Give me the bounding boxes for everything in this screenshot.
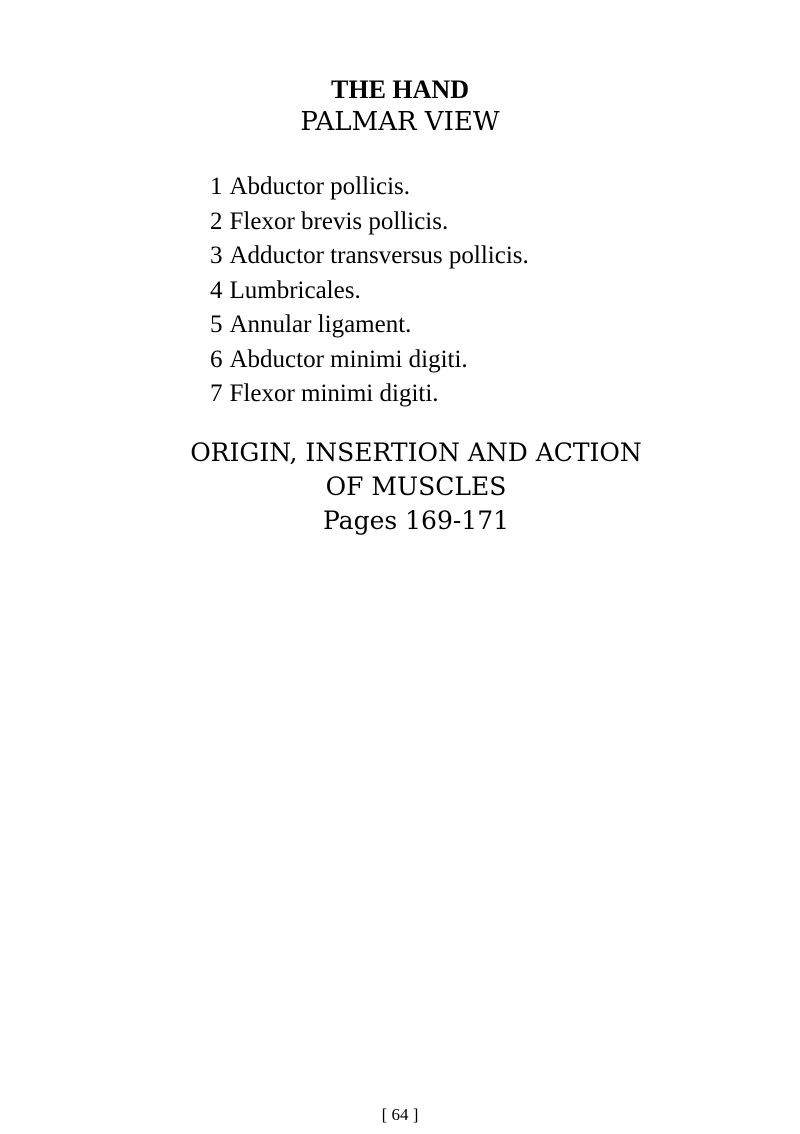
list-item xyxy=(210,343,529,378)
item-label: Lumbricales. xyxy=(229,276,361,304)
item-label: Flexor brevis pollicis. xyxy=(229,207,449,235)
item-number: 1 xyxy=(210,173,223,200)
item-label: Abductor pollicis. xyxy=(229,173,411,200)
list-item xyxy=(210,205,529,240)
page-title: THE HAND xyxy=(331,75,469,104)
item-number: 2 xyxy=(210,207,223,235)
reference-line-1: ORIGIN, INSERTION AND ACTION xyxy=(190,438,642,467)
list-item xyxy=(210,274,529,309)
item-number: 5 xyxy=(210,311,223,338)
reference-block xyxy=(0,436,800,538)
item-number: 6 xyxy=(210,345,223,373)
item-label: Adductor transversus pollicis. xyxy=(229,242,529,269)
item-label: Abductor minimi digiti. xyxy=(229,345,468,373)
page-number: [ 64 ] xyxy=(381,1105,419,1124)
page-subtitle: PALMAR VIEW xyxy=(300,107,500,137)
item-label: Annular ligament. xyxy=(229,311,412,338)
list-item xyxy=(210,308,529,343)
list-item xyxy=(210,170,529,205)
item-number: 3 xyxy=(210,242,223,269)
reference-line-2: OF MUSCLES xyxy=(325,472,507,501)
list-item xyxy=(210,377,529,412)
list-item xyxy=(210,239,529,274)
item-label: Flexor minimi digiti. xyxy=(229,380,439,407)
item-number: 7 xyxy=(210,380,223,407)
reference-pages: Pages 169-171 xyxy=(322,506,510,535)
muscle-list xyxy=(210,170,529,412)
item-number: 4 xyxy=(210,276,223,304)
